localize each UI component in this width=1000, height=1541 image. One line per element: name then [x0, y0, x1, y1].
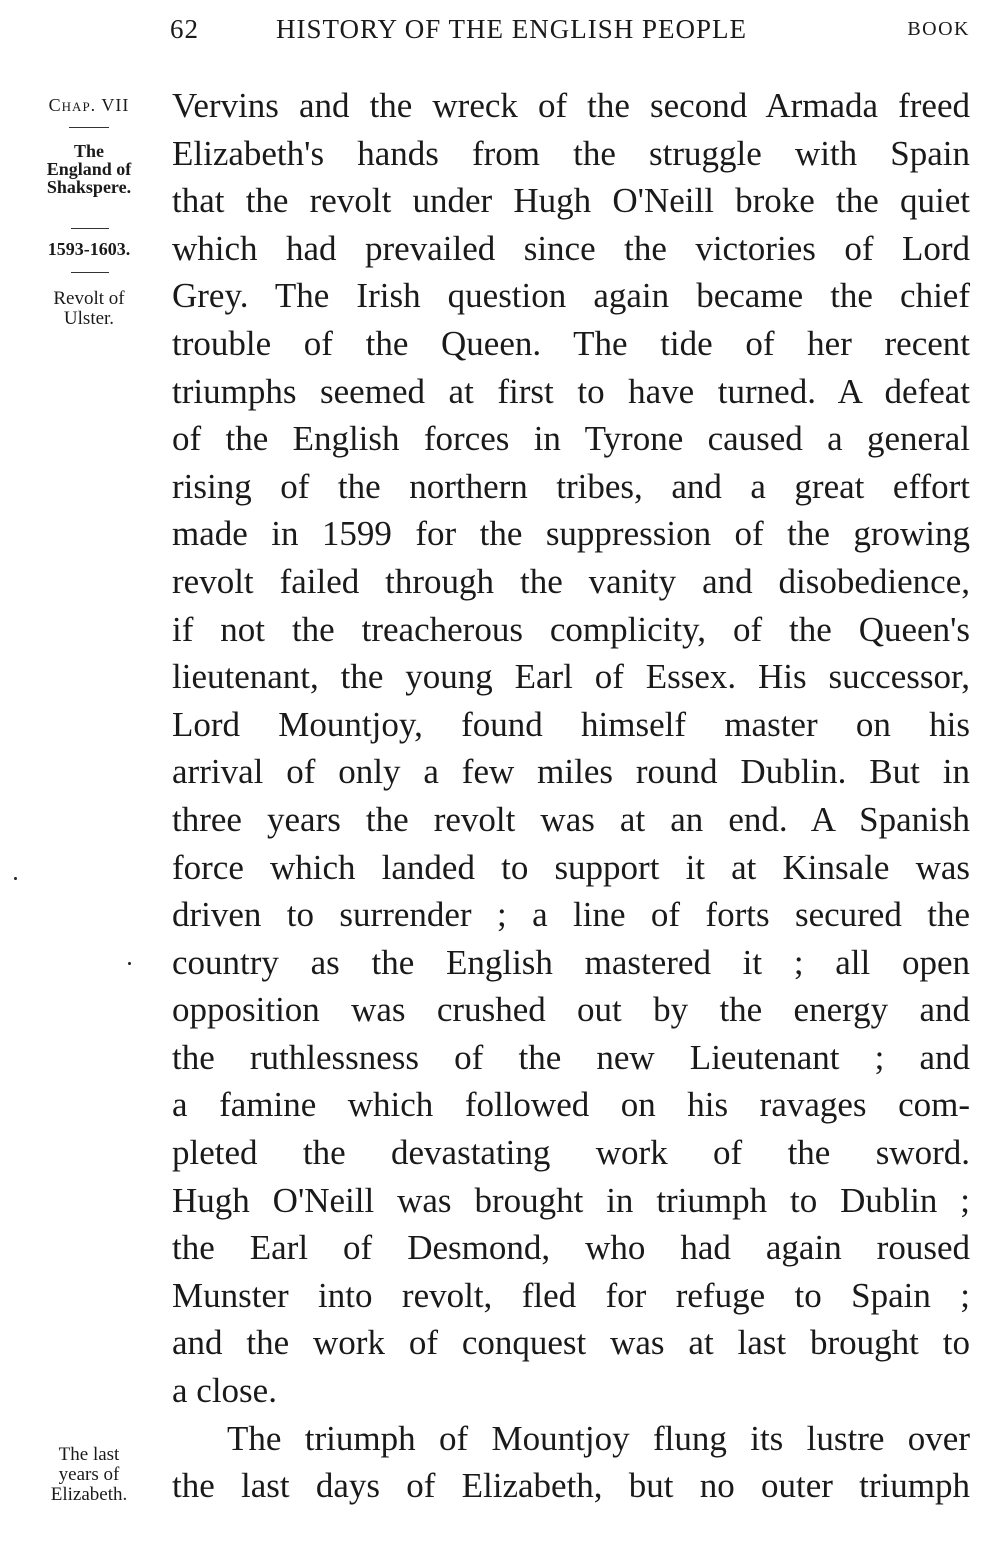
- text-line: The triumph of Mountjoy flung its lustre over: [227, 1418, 970, 1458]
- text-line: driven to surrender ; a line of forts secured the: [172, 895, 970, 935]
- sidenote-divider: [71, 228, 109, 229]
- era-sidenote: [20, 142, 158, 196]
- text-line: opposition was crushed out by the energy and: [172, 990, 970, 1030]
- text-line: a famine which followed on his ravages com-: [172, 1085, 970, 1125]
- text-line: trouble of the Queen. The tide of her recent: [172, 323, 970, 363]
- book-label: BOOK: [907, 18, 970, 40]
- text-line: Munster into revolt, fled for refuge to Spain ;: [172, 1275, 970, 1315]
- last-years-sidenote: [20, 1445, 158, 1505]
- text-line: force which landed to support it at Kinsale was: [172, 847, 970, 887]
- paragraph: [172, 1415, 970, 1510]
- era-line: Shakspere.: [46, 177, 132, 197]
- text-line: Grey. The Irish question again became the chief: [172, 276, 970, 316]
- page-number: 62: [170, 14, 199, 44]
- dates-sidenote: 1593-1603.: [47, 239, 131, 259]
- last-years-line: Elizabeth.: [50, 1484, 128, 1505]
- text-line: which had prevailed since the victories of Lord: [172, 228, 970, 268]
- running-title: HISTORY OF THE ENGLISH PEOPLE: [276, 14, 748, 44]
- text-line: of the English forces in Tyrone caused a general: [172, 419, 970, 459]
- text-line: the Earl of Desmond, who had again roused: [172, 1228, 970, 1268]
- paragraph: [172, 82, 970, 1415]
- text-line: and the work of conquest was at last brought to: [172, 1323, 970, 1363]
- last-years-line: The last: [58, 1444, 120, 1465]
- text-line: rising of the northern tribes, and a great effort: [172, 466, 970, 506]
- chapter-label: Chap. VII: [48, 95, 130, 115]
- text-line: pleted the devastating work of the sword.: [172, 1133, 970, 1173]
- revolt-line: Revolt of: [53, 288, 125, 309]
- text-line: triumphs seemed at first to have turned. A defeat: [172, 371, 970, 411]
- last-years-line: years of: [58, 1464, 120, 1485]
- era-line: The: [73, 141, 104, 161]
- era-line: England of: [46, 159, 132, 179]
- print-speck: [128, 962, 131, 965]
- text-line: the last days of Elizabeth, but no outer triumph: [172, 1466, 970, 1506]
- text-line: lieutenant, the young Earl of Essex. His successor,: [172, 657, 970, 697]
- text-line: Elizabeth's hands from the struggle with Spain: [172, 133, 970, 173]
- text-line: Vervins and the wreck of the second Armada freed: [172, 86, 970, 125]
- sidenote-divider: [69, 127, 109, 128]
- text-line: that the revolt under Hugh O'Neill broke the quiet: [172, 181, 970, 221]
- sidenote-divider: [71, 272, 109, 273]
- text-line: revolt failed through the vanity and disobedience,: [172, 561, 970, 601]
- text-line: Hugh O'Neill was brought in triumph to Dublin ;: [172, 1180, 970, 1220]
- print-speck: [14, 877, 17, 880]
- revolt-line: Ulster.: [63, 308, 115, 329]
- chapter-sidenote: [20, 95, 158, 115]
- text-line: if not the treacherous complicity, of the Queen's: [172, 609, 970, 649]
- text-line: the ruthlessness of the new Lieutenant ; and: [172, 1037, 970, 1077]
- body-text: [172, 82, 970, 1510]
- text-line: made in 1599 for the suppression of the growing: [172, 514, 970, 554]
- text-line: three years the revolt was at an end. A Spanish: [172, 799, 970, 839]
- text-line: Lord Mountjoy, found himself master on his: [172, 704, 970, 744]
- running-header: [170, 14, 970, 50]
- revolt-sidenote: [20, 289, 158, 329]
- text-line: a close.: [172, 1371, 277, 1411]
- text-line: country as the English mastered it ; all open: [172, 942, 970, 982]
- text-line: arrival of only a few miles round Dublin. But in: [172, 752, 970, 792]
